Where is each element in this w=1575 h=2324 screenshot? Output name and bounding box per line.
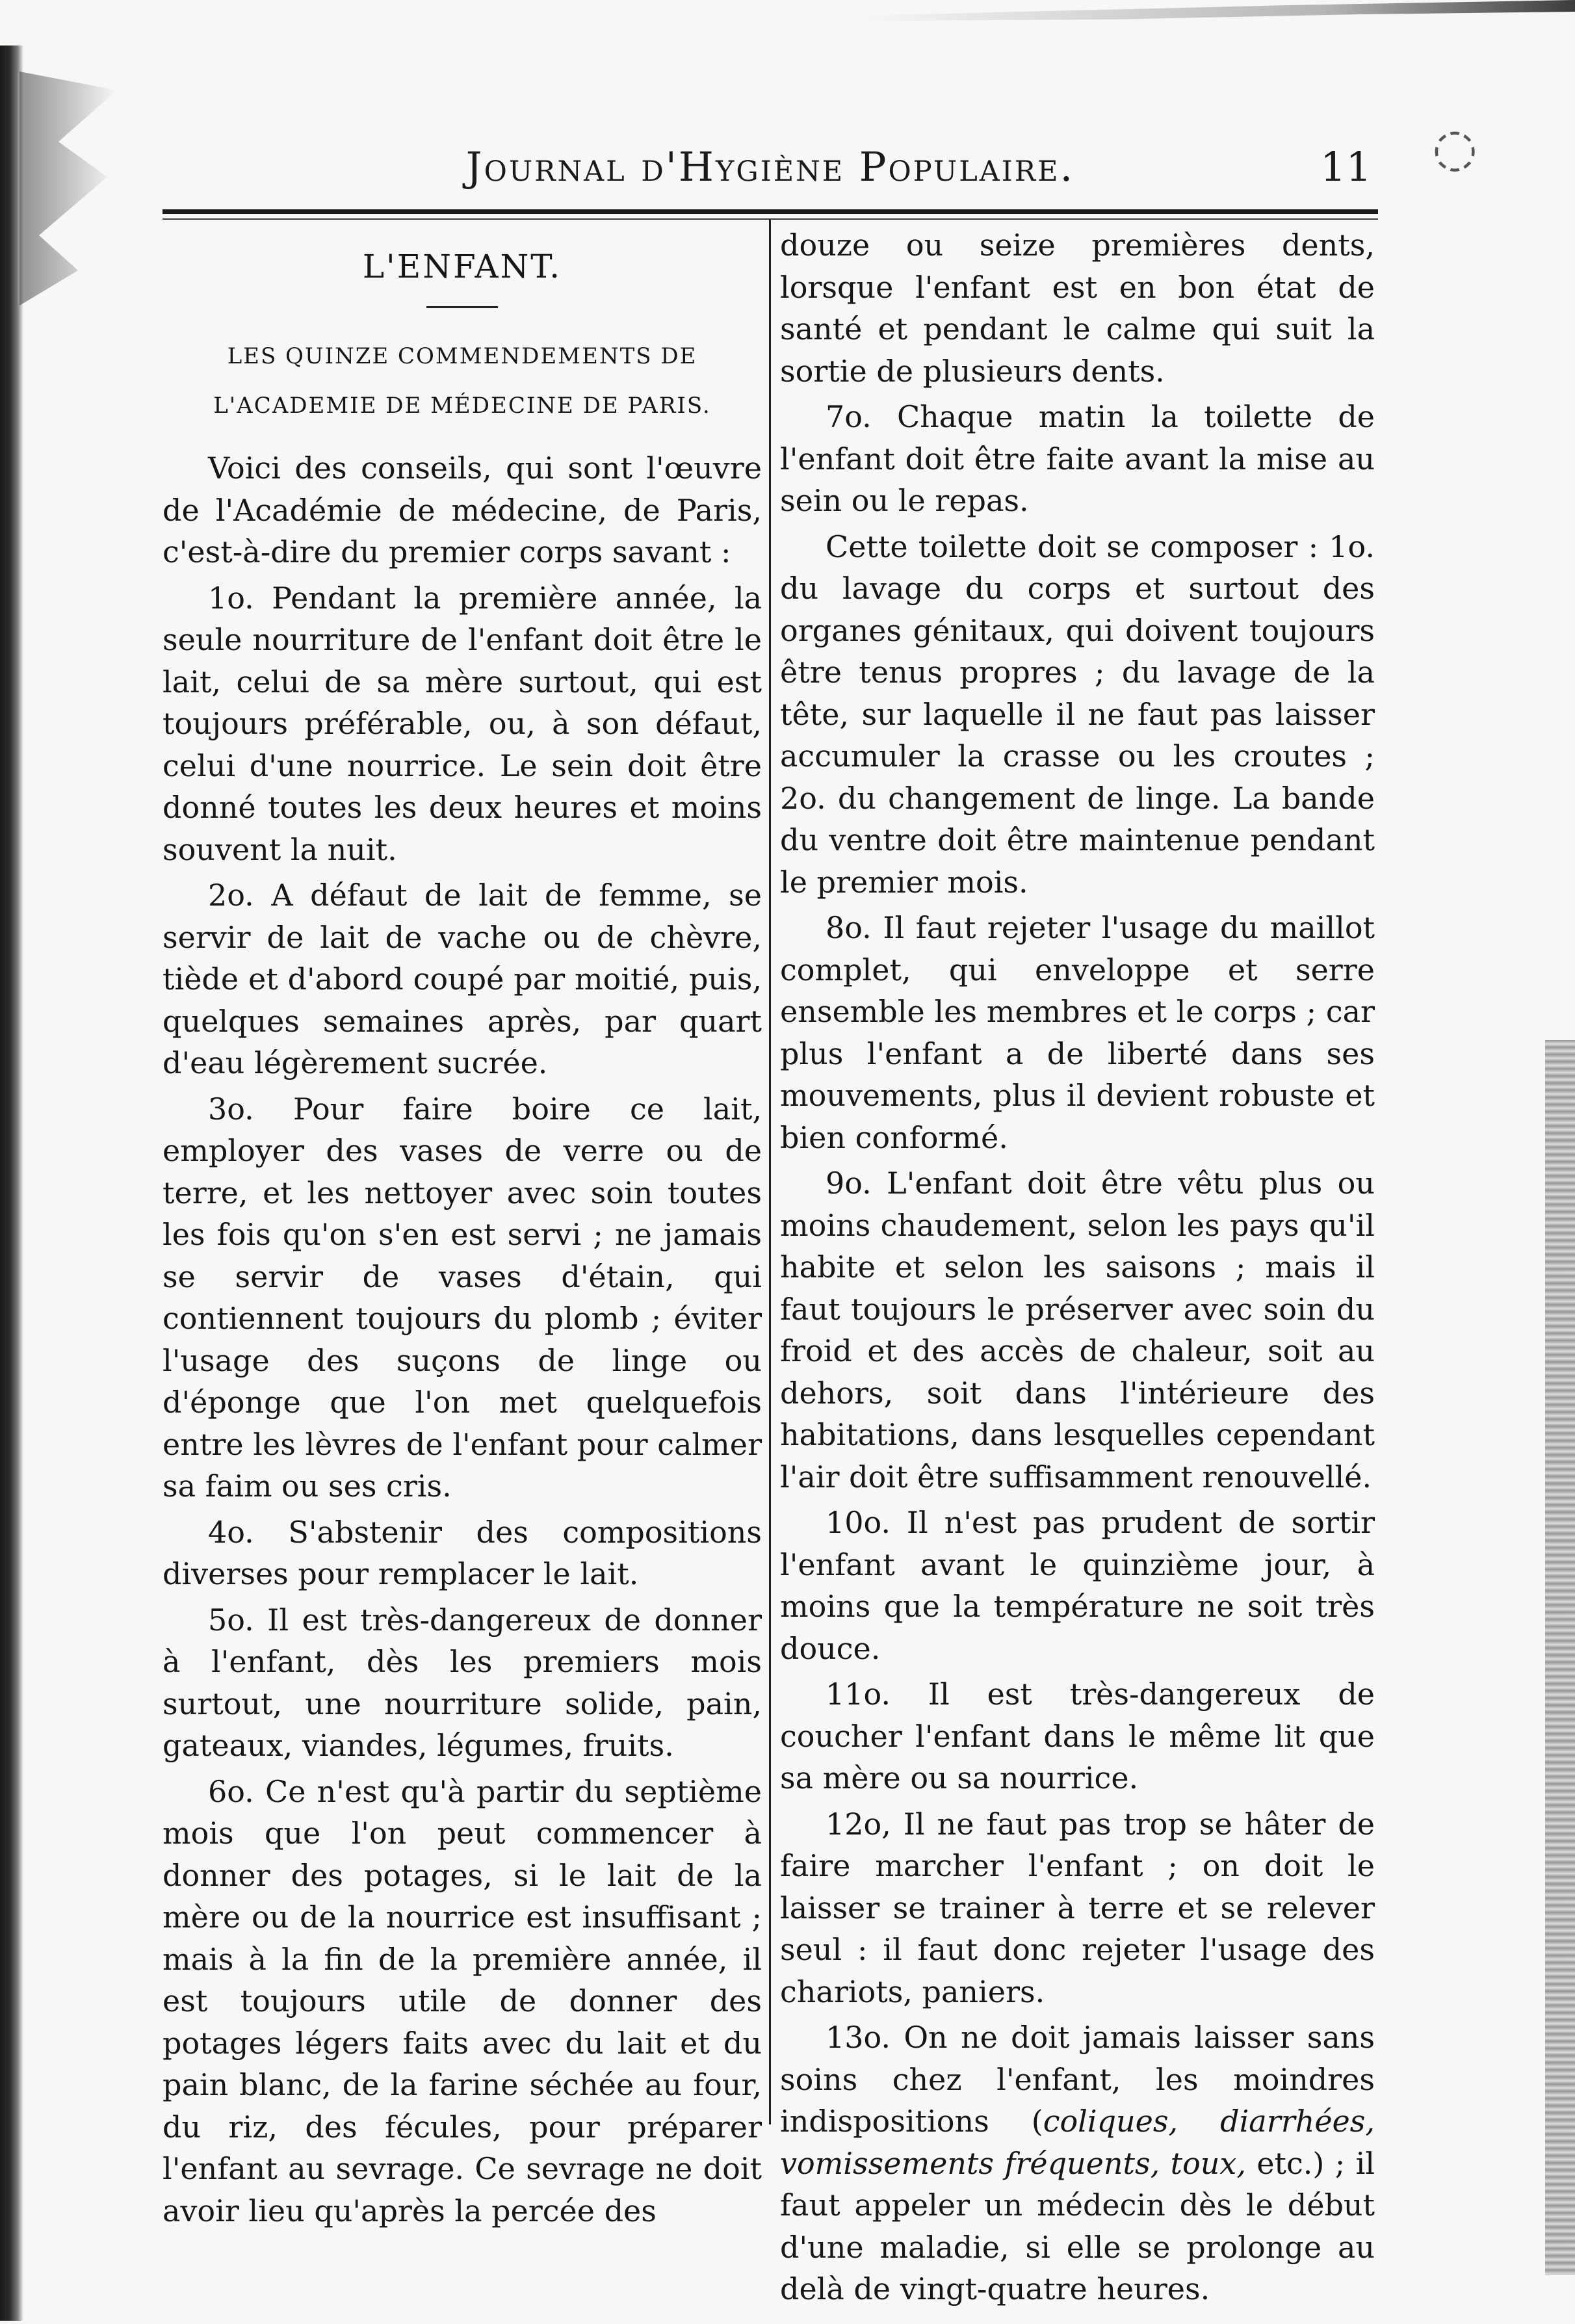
rule-4-paragraph: 4o. S'abstenir des compositions diverses pour remplacer le lait.	[163, 1514, 762, 1591]
rule-9-paragraph: 9o. L'enfant doit être vêtu plus ou moins chaudement, selon les pays qu'il habite et selon les saisons ; mais il faut toujours le préserver avec soin du froid et des accès de chaleur, soit au dehors, soit dans l'intérieure des habitations, dans lesquelles cependant l'air doit être suffisamment renouvellé.	[780, 1166, 1375, 1495]
rule-2-paragraph: 2o. A défaut de lait de femme, se servir de lait de vache ou de chèvre, tiède et d'abord coupé par moitié, puis, quelques semaines après, par quart d'eau légèrement sucrée.	[163, 878, 762, 1080]
right-column	[780, 224, 1375, 2310]
rule-11-paragraph: 11o. Il est très-dangereux de coucher l'enfant dans le même lit que sa mère ou sa nourrice.	[780, 1677, 1375, 1795]
rule-8-paragraph: 8o. Il faut rejeter l'usage du maillot complet, qui enveloppe et serre ensemble les membres et le corps ; car plus l'enfant a de liberté dans ses mouvements, plus il devient robuste et bien conformé.	[780, 910, 1375, 1155]
corner-mark: ◌	[1432, 117, 1477, 177]
rule-5-paragraph: 5o. Il est très-dangereux de donner à l'enfant, dès les premiers mois surtout, une nourriture solide, pain, gateaux, viandes, légumes, fruits.	[163, 1602, 762, 1763]
running-title: Journal d'Hygiène Populaire.	[465, 143, 1075, 190]
rule-6-paragraph: 6o. Ce n'est qu'à partir du septième mois que l'on peut commencer à donner des potages, si le lait de la mère ou de la nourrice est insuffisant ; mais à la fin de la première année, il est toujours utile de donner des potages légers faits avec du lait et du pain blanc, de la farine séchée au four, du riz, des fécules, pour préparer l'enfant au sevrage. Ce sevrage ne doit avoir lieu qu'après la percée des	[163, 1773, 762, 2228]
rule-13-italic-list: coliques, diarrhées, vomissements fréquents, toux,	[780, 2104, 1375, 2181]
article-title: L'ENFANT.	[362, 248, 562, 285]
rule-7-detail-paragraph: Cette toilette doit se composer : 1o. du lavage du corps et surtout des organes génitaux, qui doivent toujours être tenus propres ; du lavage de la tête, sur laquelle il ne faut pas laisser accumuler la crasse ou les croutes ; 2o. du changement de linge. La bande du ventre doit être maintenue pendant le premier mois.	[780, 529, 1375, 900]
scan-left-edge-fringe	[20, 72, 117, 306]
subtitle-line-2: L'ACADEMIE DE MÉDECINE DE PARIS.	[213, 393, 711, 419]
scan-left-edge-shadow	[0, 46, 23, 2321]
column-divider	[769, 220, 771, 2124]
rule-6-continuation: douze ou seize premières dents, lorsque l'enfant est en bon état de santé et pendant le calme qui suit la sortie de plusieurs dents.	[780, 228, 1375, 389]
rule-7-paragraph: 7o. Chaque matin la toilette de l'enfant doit être faite avant la mise au sein ou le repas.	[780, 399, 1375, 518]
intro-paragraph: Voici des conseils, qui sont l'œuvre de l'Académie de médecine, de Paris, c'est-à-dire du premier corps savant :	[163, 450, 762, 569]
rule-12-paragraph: 12o, Il ne faut pas trop se hâter de faire marcher l'enfant ; on doit le laisser se trainer à terre et se relever seul : il faut donc rejeter l'usage des chariots, paniers.	[780, 1806, 1375, 2009]
rule-3-paragraph: 3o. Pour faire boire ce lait, employer des vases de verre ou de terre, et les nettoyer avec soin toutes les fois qu'on s'en est servi ; ne jamais se servir de vases d'étain, qui contiennent toujours du plomb ; éviter l'usage des suçons de linge ou d'éponge que l'on met quelquefois entre les lèvres de l'enfant pour calmer sa faim ou ses cris.	[163, 1091, 762, 1504]
rule-1-paragraph: 1o. Pendant la première année, la seule nourriture de l'enfant doit être le lait, celui de sa mère surtout, qui est toujours préférable, ou, à son défaut, celui d'une nourrice. Le sein doit être donné toutes les deux heures et moins souvent la nuit.	[163, 580, 762, 867]
page-number: 11	[1320, 143, 1372, 190]
rule-13-end: etc.) ; il faut appeler un médecin dès le début d'une maladie, si elle se prolonge au delà de vingt-quatre heures.	[780, 2145, 1375, 2306]
rule-10-paragraph: 10o. Il n'est pas prudent de sortir l'enfant avant le quinzième jour, à moins que la température ne soit très douce.	[780, 1505, 1375, 1666]
scan-top-smudge	[860, 0, 1575, 26]
rule-13-paragraph	[780, 2017, 1375, 2310]
header-rule-thick	[163, 209, 1378, 214]
subtitle-line-1: LES QUINZE COMMENDEMENTS DE	[227, 343, 697, 369]
title-dash	[426, 306, 498, 308]
rule-13-start: 13o. On ne doit jamais laisser sans soins chez l'enfant, les moindres indispositions (	[780, 2020, 1375, 2139]
left-column	[163, 224, 762, 2232]
page-header	[163, 143, 1378, 208]
scan-right-edge-shadow	[1545, 1040, 1575, 2275]
article-subtitle	[163, 332, 762, 430]
